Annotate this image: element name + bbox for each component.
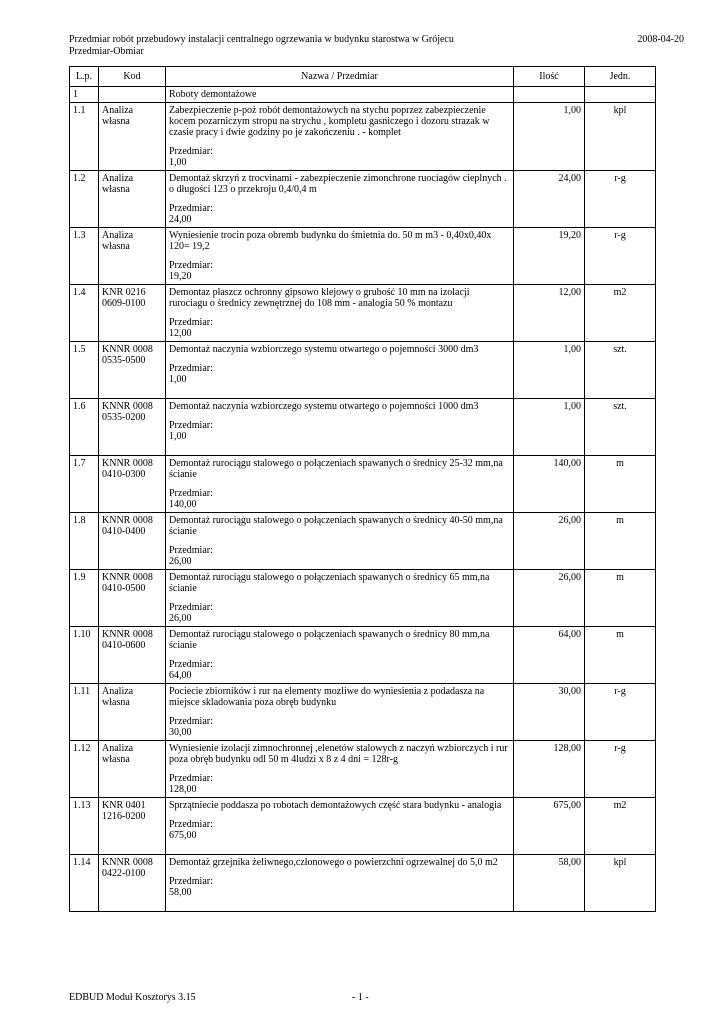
measure-label: Przedmiar: [169,317,213,328]
measure-value: 675,00 [169,830,197,841]
table-row [70,798,656,855]
document-subtitle: Przedmiar-Obmiar [69,46,144,57]
measure-label: Przedmiar: [169,363,213,374]
item-unit: r-g [585,741,656,798]
item-code: Analiza własna [99,228,166,285]
item-unit: m [585,627,656,684]
item-quantity: 24,00 [514,171,585,228]
table-row [70,399,656,456]
item-code: KNR 0401 1216-0200 [99,798,166,855]
item-lp: 1.12 [70,741,99,798]
table-row [70,342,656,399]
measure-value: 1,00 [169,157,187,168]
item-unit: szt. [585,399,656,456]
item-lp: 1.13 [70,798,99,855]
document-date: 2008-04-20 [637,34,684,45]
item-quantity: 1,00 [514,399,585,456]
item-quantity: 26,00 [514,570,585,627]
column-header-kod: Kod [99,67,166,87]
measure-label: Przedmiar: [169,488,213,499]
item-lp: 1.9 [70,570,99,627]
item-description: Sprzątniecie poddasza po robotach demontażowych część stara budynku - analogia [169,800,502,811]
item-quantity: 675,00 [514,798,585,855]
item-description: Demontaż grzejnika żeliwnego,członowego o powierzchni ogrzewalnej do 5,0 m2 [169,857,498,868]
table-row [70,513,656,570]
item-quantity: 12,00 [514,285,585,342]
item-unit: r-g [585,684,656,741]
measure-label: Przedmiar: [169,260,213,271]
table-header-row [70,67,656,87]
column-header-lp: L.p. [70,67,99,87]
item-description: Pociecie zbiorników i rur na elementy mozliwe do wyniesienia z podadasza na miejsce skladowania poza obręb budynku [169,686,485,708]
item-unit: m2 [585,285,656,342]
item-description-cell [166,570,514,627]
column-header-ilosc: Ilość [514,67,585,87]
section-number: 1 [70,87,99,103]
item-quantity: 140,00 [514,456,585,513]
measure-value: 64,00 [169,670,192,681]
item-code: Analiza własna [99,103,166,171]
item-description-cell [166,456,514,513]
item-description-cell [166,171,514,228]
item-description-cell [166,741,514,798]
item-description-cell [166,342,514,399]
table-row [70,285,656,342]
item-description-cell [166,627,514,684]
item-description-cell [166,855,514,912]
measure-label: Przedmiar: [169,819,213,830]
item-description-cell [166,285,514,342]
item-description-cell [166,798,514,855]
item-quantity: 30,00 [514,684,585,741]
item-lp: 1.1 [70,103,99,171]
measure-value: 1,00 [169,431,187,442]
item-quantity: 128,00 [514,741,585,798]
item-lp: 1.14 [70,855,99,912]
item-lp: 1.5 [70,342,99,399]
item-code: KNNR 0008 0410-0400 [99,513,166,570]
item-quantity: 26,00 [514,513,585,570]
item-description: Demontaż rurociągu stalowego o połączeniach spawanych o średnicy 25-32 mm,na ścianie [169,458,503,480]
footer-software: EDBUD Moduł Kosztorys 3.15 [69,992,196,1003]
item-lp: 1.10 [70,627,99,684]
item-description: Demontaż naczynia wzbiorczego systemu otwartego o pojemności 1000 dm3 [169,401,479,412]
measure-label: Przedmiar: [169,203,213,214]
item-description: Demontaz płaszcz ochronny gipsowo klejowy o grubość 10 mm na izolacji rurociagu o średnicy zewnętrznej do 108 mm - analogia 50 % montazu [169,287,470,309]
item-quantity: 19,20 [514,228,585,285]
estimate-table [69,66,656,912]
table-row [70,228,656,285]
item-code: KNNR 0008 0535-0500 [99,342,166,399]
measure-value: 140,00 [169,499,197,510]
item-lp: 1.7 [70,456,99,513]
item-description: Wyniesienie trocin poza obremb budynku do śmietnia do. 50 m m3 - 0,40x0,40x 120= 19,2 [169,230,492,252]
measure-label: Przedmiar: [169,716,213,727]
item-code: Analiza własna [99,171,166,228]
item-description-cell [166,684,514,741]
item-lp: 1.4 [70,285,99,342]
item-code: KNNR 0008 0410-0500 [99,570,166,627]
item-unit: r-g [585,171,656,228]
column-header-nazwa: Nazwa / Przedmiar [166,67,514,87]
table-row [70,103,656,171]
measure-value: 24,00 [169,214,192,225]
footer-page-number: - 1 - [352,992,369,1003]
item-code: KNNR 0008 0410-0300 [99,456,166,513]
item-unit: m [585,570,656,627]
item-quantity: 1,00 [514,103,585,171]
item-lp: 1.6 [70,399,99,456]
column-header-jedn: Jedn. [585,67,656,87]
measure-value: 30,00 [169,727,192,738]
measure-value: 58,00 [169,887,192,898]
item-description: Demontaż skrzyń z trocvinami - zabezpieczenie zimonchrone ruociagów cieplnych . o długości 123 o przekroju 0,4/0,4 m [169,173,507,195]
item-code: Analiza własna [99,741,166,798]
measure-label: Przedmiar: [169,146,213,157]
item-code: Analiza własna [99,684,166,741]
item-code: KNNR 0008 0410-0600 [99,627,166,684]
item-description: Zabezpieczenie p-poż robót demontażowych na stychu poprzez zabezpieczenie kocem pozarniczym stropu na strychu , kompletu gasniczego i dozoru strazak w czasie pracy i dwie godziny po je zakończeniu . - komplet [169,105,490,138]
table-row [70,627,656,684]
item-lp: 1.3 [70,228,99,285]
table-row [70,171,656,228]
item-code: KNR 0216 0609-0100 [99,285,166,342]
measure-value: 26,00 [169,556,192,567]
item-lp: 1.8 [70,513,99,570]
item-unit: m2 [585,798,656,855]
section-qty-empty [514,87,585,103]
item-description-cell [166,228,514,285]
item-unit: m [585,456,656,513]
item-description-cell [166,513,514,570]
measure-value: 128,00 [169,784,197,795]
measure-label: Przedmiar: [169,659,213,670]
item-quantity: 58,00 [514,855,585,912]
section-row [70,87,656,103]
table-row [70,741,656,798]
item-quantity: 1,00 [514,342,585,399]
item-description-cell [166,399,514,456]
item-quantity: 64,00 [514,627,585,684]
item-lp: 1.11 [70,684,99,741]
table-row [70,684,656,741]
table-row [70,570,656,627]
item-code: KNNR 0008 0535-0200 [99,399,166,456]
measure-label: Przedmiar: [169,545,213,556]
item-unit: r-g [585,228,656,285]
table-row [70,456,656,513]
measure-label: Przedmiar: [169,876,213,887]
measure-value: 1,00 [169,374,187,385]
item-unit: m [585,513,656,570]
item-unit: kpl [585,855,656,912]
item-description-cell [166,103,514,171]
measure-value: 12,00 [169,328,192,339]
section-code-empty [99,87,166,103]
measure-label: Przedmiar: [169,420,213,431]
item-unit: szt. [585,342,656,399]
document-title: Przedmiar robót przebudowy instalacji centralnego ogrzewania w budynku starostwa w Grójecu [69,34,454,45]
item-description: Demontaż rurociągu stalowego o połączeniach spawanych o średnicy 65 mm,na ścianie [169,572,490,594]
item-unit: kpl [585,103,656,171]
measure-value: 26,00 [169,613,192,624]
measure-label: Przedmiar: [169,773,213,784]
measure-value: 19,20 [169,271,192,282]
item-code: KNNR 0008 0422-0100 [99,855,166,912]
item-description: Demontaż rurociągu stalowego o połączeniach spawanych o średnicy 40-50 mm,na ścianie [169,515,503,537]
item-description: Demontaż naczynia wzbiorczego systemu otwartego o pojemności 3000 dm3 [169,344,479,355]
item-description: Demontaż rurociągu stalowego o połączeniach spawanych o średnicy 80 mm,na ścianie [169,629,490,651]
item-description: Wyniesienie izolacji zimnochronnej ,elenetów stalowych z naczyń wzbiorczych i rur poza obręb budynku odl 50 m 4ludzi x 8 z 4 dni = 128r-g [169,743,508,765]
item-lp: 1.2 [70,171,99,228]
table-row [70,855,656,912]
section-title: Roboty demontażowe [166,87,514,103]
section-unit-empty [585,87,656,103]
measure-label: Przedmiar: [169,602,213,613]
